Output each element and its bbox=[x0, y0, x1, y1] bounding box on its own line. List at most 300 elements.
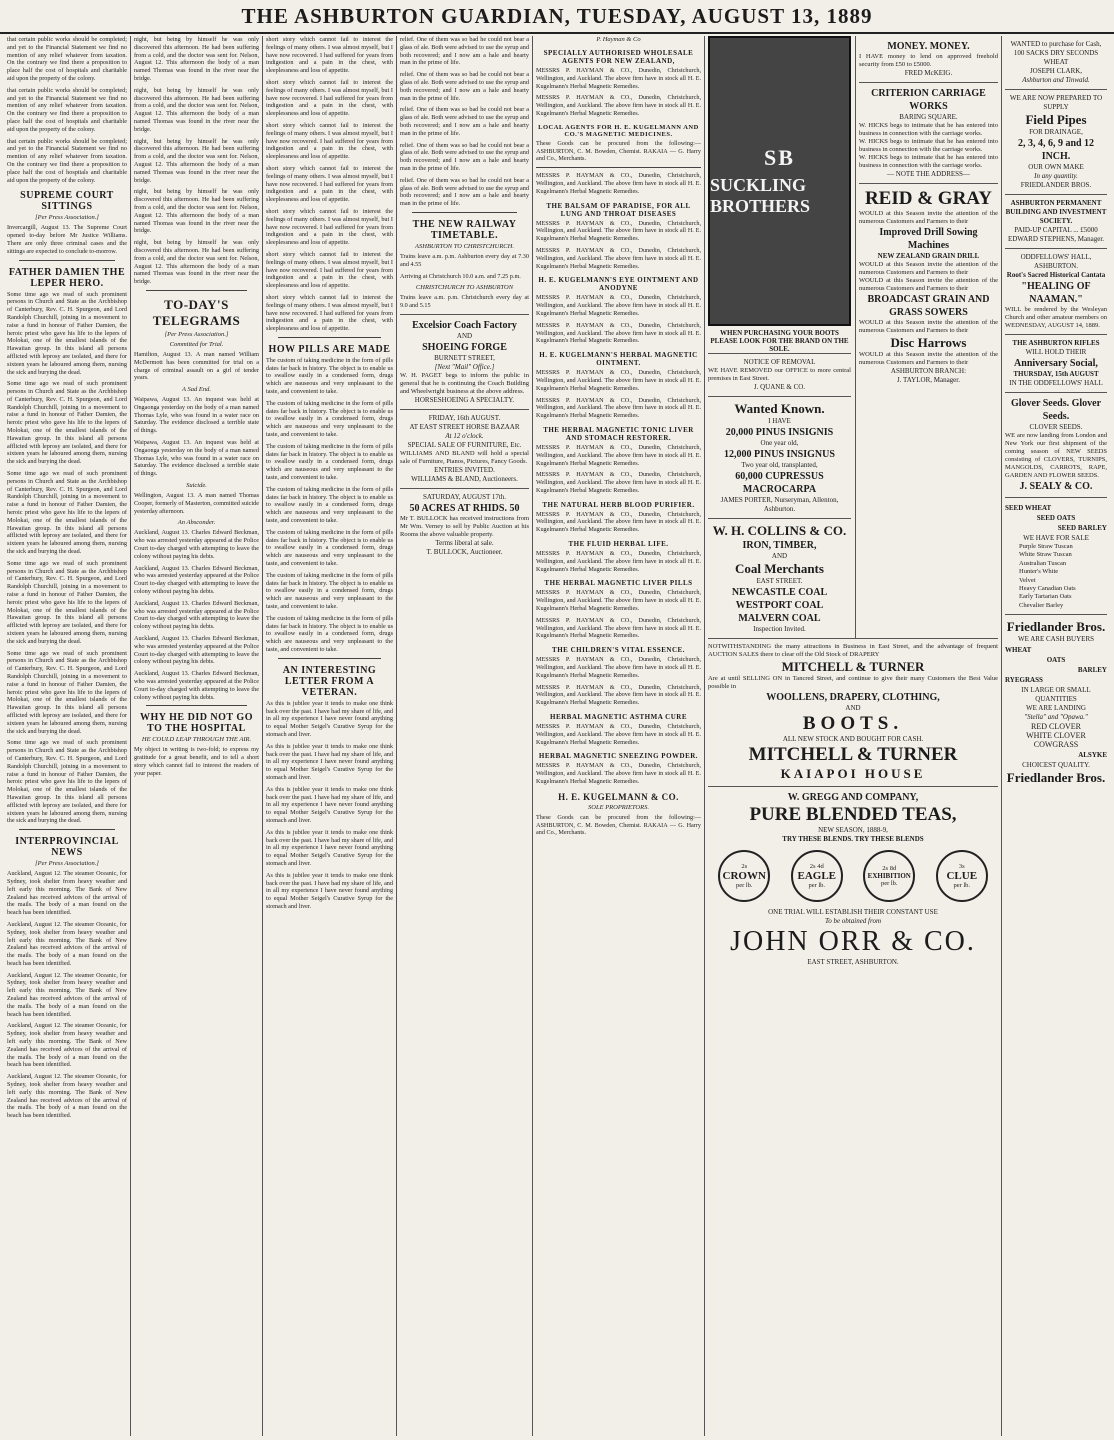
ad-line: Root's Sacred Historical Cantata bbox=[1006, 271, 1106, 279]
ad-title: 50 ACRES AT RHIDS. 50 bbox=[409, 502, 520, 514]
ad-line: ENTRIES INVITED. bbox=[434, 465, 495, 474]
ad-title: MITCHELL & TURNER bbox=[781, 659, 925, 674]
article-text: Waipawa, August 13. An inquest was held at Ongaonga yesterday on the body of a man named Thomas Lyle, who was found in a water race on Saturday. The evidence disclosed a terrible state of things. bbox=[134, 396, 259, 435]
ad-line: KAIAPOI HOUSE bbox=[780, 766, 926, 781]
ad-title: Field Pipes bbox=[1025, 112, 1087, 127]
subhead: Suicide. bbox=[186, 482, 207, 490]
article-text: MESSRS P. HAYMAN & CO., Dunedin, Christchurch, Wellington, and Auckland. The above firm have in stock all H. E. Kugelmann's Herbal Magnetic Remedies. bbox=[536, 510, 701, 534]
ad-title: THE ASHBURTON RIFLES bbox=[1012, 339, 1100, 347]
divider bbox=[146, 290, 247, 291]
ad-line: [Next "Mail" Office.] bbox=[434, 362, 495, 371]
tea-name: CROWN bbox=[722, 870, 766, 882]
boot-caption: WHEN PURCHASING YOUR BOOTS PLEASE LOOK FOR THE BRAND ON THE SOLE. bbox=[710, 329, 849, 353]
article-text: MESSRS P. HAYMAN & CO., Dunedin, Christchurch, Wellington, and Auckland. The above firm have in stock all H. E. Kugelmann's Herbal Magnetic Remedies. bbox=[536, 369, 701, 392]
boot-brand-name: SUCKLING BROTHERS bbox=[710, 175, 811, 216]
ad-line: Inspection Invited. bbox=[753, 625, 806, 633]
divider bbox=[536, 167, 701, 168]
ad-line: FRIEDLANDER BROS. bbox=[1020, 181, 1092, 189]
article-text: As this is jubilee year it tends to make one think back over the past. I have had my share of life, and in all my experience I have never found anything to equal Mother Seigel's Curative Syrup for the stomach and liver. bbox=[266, 699, 393, 738]
subhead: Committed for Trial. bbox=[169, 340, 224, 348]
tea-price: 2s 4d bbox=[809, 863, 824, 870]
ad-line: WANTED to purchase for Cash, bbox=[1010, 40, 1102, 48]
article-text: MESSRS P. HAYMAN & CO., Dunedin, Christchurch, Wellington, and Auckland. The above firm have in stock all H. E. Kugelmann's Herbal Magnetic Remedies. bbox=[536, 172, 701, 195]
boot-advert-image bbox=[708, 36, 851, 326]
masthead: THE ASHBURTON GUARDIAN, TUESDAY, AUGUST 13, 1889 bbox=[0, 0, 1114, 34]
list-item: Australian Tuscan bbox=[1019, 559, 1067, 567]
ad-line: HORSESHOEING A SPECIALTY. bbox=[414, 395, 515, 404]
article-text: relief. One of them was so bad he could not bear a glass of ale. Both were advised to use the syrup and both recovered; and I now am a hale and hearty man in the prime of life. bbox=[400, 176, 529, 208]
tea-badge bbox=[718, 850, 770, 902]
ad-line: P. Hayman & Co bbox=[596, 36, 641, 43]
ad-line: OUR OWN MAKE bbox=[1028, 163, 1084, 171]
ad-line: To be obtained from bbox=[824, 917, 882, 925]
ad-title: CRITERION CARRIAGE WORKS bbox=[871, 88, 986, 112]
article-text: MESSRS P. HAYMAN & CO., Dunedin, Christchurch, Wellington, and Auckland. The above firm have in stock all H. E. Kugelmann's Herbal Magnetic Remedies. bbox=[536, 294, 701, 317]
advertisement bbox=[400, 314, 529, 409]
article-text: that certain public works should be completed; and yet to the Financial Statement we find no mention of any relief whatever from taxation. On the contrary we find there a proposition to place half the cost of hospitals and charitable aid upon the property of the colony. bbox=[7, 86, 127, 133]
ad-text: Are at until SELLING ON in Tancred Street, and continue to give their many Customers the Best Value possible in bbox=[708, 675, 998, 690]
advertisement bbox=[400, 488, 529, 561]
headline: H. E. KUGELMANN'S HERBAL MAGNETIC OINTMENT. bbox=[539, 351, 698, 368]
article-text: Some time ago we read of such prominent persons in Church and State as the Archbishop of Canterbury, Rev. C. H. Spurgeon, and Lord Randolph Churchill, joining in a movement to raise a fund in honour of Father Damien, the heroic priest who gave his life to the lepers of Molokai, one of the smallest islands of the Hawaiian group. In this island all persons afflicted with leprosy are isolated, and there for sixteen years he laboured among them, nursing the sick and burying the dead. bbox=[7, 290, 127, 376]
ad-line: WESTPORT COAL bbox=[735, 600, 824, 611]
article-text: Some time ago we read of such prominent persons in Church and State as the Archbishop of Canterbury, Rev. C. H. Spurgeon, and Lord Randolph Churchill, joining in a movement to raise a fund in honour of Father Damien, the heroic priest who gave his life to the lepers of Molokai, one of the smallest islands of the Hawaiian group. In this island all persons afflicted with leprosy are isolated, and there for sixteen years he laboured among them, nursing the sick and burying the dead. bbox=[7, 380, 127, 466]
column-6 bbox=[708, 36, 851, 638]
ad-line: T. BULLOCK, Auctioneer. bbox=[426, 547, 503, 556]
ad-line: ODDFELLOWS' HALL, bbox=[1020, 253, 1092, 261]
ad-line: Coal Merchants bbox=[735, 561, 824, 576]
article-text: short story which cannot fail to interest the feelings of many others. I was almost myself, but I have now recovered. I had suffered for years from indigestion and a pain in the chest, with sleeplessness and loss of appetite. bbox=[266, 293, 393, 333]
article-text: night, but being by himself he was only discovered this afternoon. He had been suffering from a cold, and the doctor was sent for. Nelson, August 12. This afternoon the body of a man named Thomas was found in the river near the bridge. bbox=[134, 188, 259, 235]
ad-line: CHOICEST QUALITY. bbox=[1022, 761, 1090, 770]
article-text: Auckland, August 12. The steamer Oceanic, for Sydney, took shelter from heavy weather and left early this morning. The Bank of New Zealand has received advices of the arrival of the mails. The body of a man found on the beach has been identified. bbox=[7, 920, 127, 967]
ad-title: Excelsior Coach Factory bbox=[412, 319, 517, 331]
ad-text: WOULD at this Season invite the attention of the numerous Customers and Farmers to their bbox=[858, 319, 998, 334]
ad-line: ASHBURTON. bbox=[1034, 262, 1078, 270]
ad-text: W. HICKS begs to intimate that he has entered into business in connection with the carriage works. bbox=[858, 154, 998, 169]
ad-text: I HAVE money to lend on approved freehold security from £50 to £5000. bbox=[858, 53, 998, 68]
advertisement bbox=[1005, 36, 1107, 89]
ad-line: — NOTE THE ADDRESS— bbox=[887, 170, 970, 178]
ad-text: WOULD at this Season invite the attention of the numerous Customers and Farmers to their bbox=[858, 261, 998, 276]
headline: THE CHILDREN'S VITAL ESSENCE. bbox=[552, 646, 685, 655]
article-text: Auckland, August 12. The steamer Oceanic, for Sydney, took shelter from heavy weather and left early this morning. The Bank of New Zealand has received advices of the arrival of the mails. The body of a man found on the beach has been identified. bbox=[7, 870, 127, 917]
advertisement bbox=[400, 409, 529, 488]
ad-line: RED CLOVER bbox=[1031, 722, 1081, 732]
headline: THE BALSAM OF PARADISE, FOR ALL LUNG AND THROAT DISEASES bbox=[546, 201, 691, 218]
ad-text: Mr T. BULLOCK has received instructions from Mr Wm. Verney to sell by Public Auction at his Rooms the above valuable property. bbox=[400, 514, 529, 538]
ad-line: NEWCASTLE COAL bbox=[731, 587, 828, 598]
ad-line: "Stella" and "Opawa." bbox=[1024, 713, 1088, 722]
ad-line: EAST STREET. bbox=[756, 577, 803, 585]
article-text: The custom of taking medicine in the form of pills dates far back in history. The object is to enable us to swallow easily in a condensed form, drugs which are nauseous and very unpleasant to the taste, and convenient to take. bbox=[266, 528, 393, 568]
headline: THE HERBAL MAGNETIC LIVER PILLS bbox=[544, 579, 693, 588]
ad-line: WHITE CLOVER bbox=[1026, 731, 1086, 741]
divider bbox=[278, 337, 381, 338]
ad-title: MONEY. MONEY. bbox=[887, 41, 970, 52]
ad-line: FRED McKEIG. bbox=[904, 69, 953, 77]
article-text: Auckland, August 12. The steamer Oceanic, for Sydney, took shelter from heavy weather and left early this morning. The Bank of New Zealand has received advices of the arrival of the mails. The body of a man found on the beach has been identified. bbox=[7, 971, 127, 1018]
article-text: MESSRS P. HAYMAN & CO., Dunedin, Christchurch, Wellington, and Auckland. The above firm have in stock all H. E. Kugelmann's Herbal Magnetic Remedies. bbox=[536, 219, 701, 243]
subhead: A Sad End. bbox=[182, 386, 211, 394]
ad-line: WE ARE NOW PREPARED TO SUPPLY bbox=[1009, 94, 1103, 111]
article-text: MESSRS P. HAYMAN & CO., Dunedin, Christchurch, Wellington, and Auckland. The above firm have in stock all H. E. Kugelmann's Herbal Magnetic Remedies. bbox=[536, 246, 701, 270]
article-text: The custom of taking medicine in the form of pills dates far back in history. The object is to enable us to swallow easily in a condensed form, drugs which are nauseous and very unpleasant to the taste, and convenient to take. bbox=[266, 485, 393, 525]
ad-line: 2, 3, 4, 6, 9 and 12 INCH. bbox=[1017, 138, 1095, 162]
tea-name: CLUE bbox=[946, 870, 978, 882]
article-text: night, but being by himself he was only discovered this afternoon. He had been suffering from a cold, and the doctor was sent for. Nelson, August 12. This afternoon the body of a man named Thomas was found in the river near the bridge. bbox=[134, 239, 259, 286]
article-text: MESSRS P. HAYMAN & CO., Dunedin, Christchurch, Wellington, and Auckland. The above firm have in stock all H. E. Kugelmann's Herbal Magnetic Remedies. bbox=[536, 94, 701, 117]
ad-line: COWGRASS bbox=[1033, 740, 1079, 750]
ad-line: WHEAT bbox=[1005, 646, 1032, 655]
advertisement bbox=[708, 786, 998, 971]
ad-line: Two year old, transplanted, bbox=[741, 461, 818, 469]
article-text: The custom of taking medicine in the form of pills dates far back in history. The object is to enable us to swallow easily in a condensed form, drugs which are nauseous and very unpleasant to the taste, and convenient to take. bbox=[266, 614, 393, 653]
ad-text: WOULD at this Season invite the attention of the numerous Customers and Farmers to their bbox=[858, 351, 998, 366]
article-text: MESSRS P. HAYMAN & CO., Dunedin, Christchurch, Wellington, and Auckland. The above firm have in stock all H. E. Kugelmann's Herbal Magnetic Remedies. bbox=[536, 396, 701, 420]
dateline: [Per Press Association.] bbox=[35, 860, 99, 868]
headline: SPECIALLY AUTHORISED WHOLESALE AGENTS FOR NEW ZEALAND, bbox=[543, 49, 694, 65]
ad-line: 20,000 PINUS INSIGNIS bbox=[725, 427, 834, 438]
ad-line: PURE BLENDED TEAS, bbox=[749, 804, 957, 825]
dateline: [Per Press Association.] bbox=[164, 330, 229, 338]
ad-line: ALL NEW STOCK AND BOUGHT FOR CASH. bbox=[782, 735, 924, 743]
ad-line: SEED BARLEY bbox=[1057, 524, 1107, 532]
article-text: The custom of taking medicine in the form of pills dates far back in history. The object is to enable us to swallow easily in a condensed form, drugs which are nauseous and very unpleasant to the taste, and convenient to take. bbox=[266, 442, 393, 482]
ad-title: SHOEING FORGE bbox=[422, 341, 507, 353]
headline: THE NEW RAILWAY TIMETABLE. bbox=[412, 218, 517, 241]
ad-line: One year old, bbox=[760, 439, 799, 447]
subhead: An Absconder. bbox=[177, 519, 216, 527]
seed-list bbox=[1005, 543, 1107, 610]
headline: H. E. KUGELMANN & CO. bbox=[558, 791, 679, 802]
ad-line: AT EAST STREET HORSE BAZAAR bbox=[409, 422, 520, 431]
divider bbox=[278, 658, 381, 659]
list-item: Hunter's White bbox=[1019, 568, 1059, 576]
ad-title: MITCHELL & TURNER bbox=[748, 744, 958, 765]
article-text: Wellington, August 13. A man named Thomas Cooper, formerly of Masterton, committed suicide yesterday afternoon. bbox=[134, 492, 259, 515]
ad-line: EDWARD STEPHENS, Manager. bbox=[1007, 235, 1105, 243]
ad-line: FOR DRAINAGE, bbox=[1029, 128, 1083, 136]
headline: AN INTERESTING LETTER FROM A VETERAN. bbox=[282, 664, 377, 698]
advertisement bbox=[1005, 392, 1107, 497]
headline: HERBAL MAGNETIC ASTHMA CURE bbox=[550, 713, 687, 722]
ad-line: EAST STREET, ASHBURTON. bbox=[807, 958, 899, 966]
article-text: These Goods can be procured from the following:—ASHBURTON, C. M. Bowden, Chemist. RAKAIA — G. Harry and Co., Merchants. bbox=[536, 813, 701, 837]
ad-title: Friedlander Bros. bbox=[1006, 770, 1106, 786]
article-text: short story which cannot fail to interest the feelings of many others. I was almost myself, but I have now recovered. I had suffered for years from indigestion and a pain in the chest, with sleeplessness and loss of appetite. bbox=[266, 250, 393, 290]
ad-text: WOULD at this Season invite the attention of the numerous Customers and Farmers to their bbox=[858, 277, 998, 292]
ad-line: AND bbox=[456, 331, 473, 340]
ad-line: IN LARGE OR SMALL QUANTITIES bbox=[1021, 686, 1091, 704]
ad-line: 60,000 CUPRESSUS MACROCARPA bbox=[735, 471, 824, 495]
timetable-heading: ASHBURTON TO CHRISTCHURCH. bbox=[415, 242, 514, 250]
article-text: night, but being by himself he was only discovered this afternoon. He had been suffering from a cold, and the doctor was sent for. Nelson, August 12. This afternoon the body of a man named Thomas was found in the river near the bridge. bbox=[134, 137, 259, 184]
timetable-row: Trains leave a.m. p.m. Ashburton every day at 7.30 and 4.55 bbox=[400, 252, 529, 268]
ad-line: JOSEPH CLARK, bbox=[1029, 67, 1083, 75]
article-text: MESSRS P. HAYMAN & CO., Dunedin, Christchurch, Wellington, and Auckland. The above firm have in stock all H. E. Kugelmann's Herbal Magnetic Remedies. bbox=[536, 656, 701, 679]
ad-line: ASHBURTON BRANCH: bbox=[890, 367, 967, 375]
tea-unit: per lb. bbox=[808, 882, 826, 889]
article-text: short story which cannot fail to interest the feelings of many others. I was almost myself, but I have now recovered. I had suffered for years from indigestion and a pain in the chest, with sleeplessness and loss of appetite. bbox=[266, 164, 393, 204]
article-text: MESSRS P. HAYMAN & CO., Dunedin, Christchurch, Wellington, and Auckland. The above firm have in stock all H. E. Kugelmann's Herbal Magnetic Remedies. bbox=[536, 589, 701, 613]
ad-title: Friedlander Bros. bbox=[1006, 619, 1106, 635]
tea-unit: per lb. bbox=[735, 882, 753, 889]
ad-line: BROADCAST GRAIN AND GRASS SOWERS bbox=[867, 294, 990, 318]
tea-name: EXHIBITION bbox=[867, 872, 911, 880]
ad-line: SEED OATS bbox=[1036, 514, 1076, 522]
divider bbox=[146, 705, 247, 706]
ad-line: WE ARE CASH BUYERS bbox=[1017, 635, 1095, 644]
article-text: short story which cannot fail to interest the feelings of many others. I was almost myself, but I have now recovered. I had suffered for years from indigestion and a pain in the chest, with sleeplessness and loss of appetite. bbox=[266, 207, 393, 247]
article-text: As this is jubilee year it tends to make one think back over the past. I have had my share of life, and in all my experience I have never found anything to equal Mother Seigel's Curative Syrup for the stomach and liver. bbox=[266, 785, 393, 824]
column-6-7 bbox=[705, 36, 1001, 1436]
ad-line: Disc Harrows bbox=[890, 335, 967, 350]
article-text: night, but being by himself he was only discovered this afternoon. He had been suffering from a cold, and the doctor was sent for. Nelson, August 12. This afternoon the body of a man named Thomas was found in the river near the bridge. bbox=[134, 36, 259, 82]
ad-line: 12,000 PINUS INSIGNUS bbox=[724, 449, 835, 460]
ad-line: WE ARE LANDING bbox=[1026, 704, 1086, 713]
ad-line: NEW SEASON, 1888-9, bbox=[818, 826, 888, 834]
divider bbox=[412, 212, 517, 213]
article-text: Auckland, August 13. Charles Edward Beckman, who was arrested yesterday appeared at the Police Court to-day charged with attempting to leave the colony without paying his debts. bbox=[134, 564, 259, 596]
advertisement bbox=[708, 396, 851, 518]
ad-line: AND bbox=[771, 552, 788, 560]
ad-line: CLOVER SEEDS. bbox=[1029, 423, 1083, 431]
column-1 bbox=[4, 36, 131, 1436]
headline: THE NATURAL HERB BLOOD PURIFIER. bbox=[542, 500, 695, 509]
ad-line: OATS bbox=[1046, 656, 1066, 665]
list-item: Chevalier Barley bbox=[1019, 601, 1064, 609]
advertisement bbox=[708, 353, 851, 396]
ad-line: IRON, TIMBER, bbox=[742, 540, 817, 551]
subhead: HE COULD LEAP THROUGH THE AIR. bbox=[141, 736, 252, 744]
headline: THE FLUID HERBAL LIFE. bbox=[568, 540, 669, 549]
ad-line: MALVERN COAL bbox=[738, 613, 821, 624]
ad-line: BURNETT STREET, bbox=[434, 353, 495, 362]
divider bbox=[19, 829, 115, 830]
article-text: MESSRS P. HAYMAN & CO., Dunedin, Christchurch, Wellington, and Auckland. The above firm have in stock all H. E. Kugelmann's Herbal Magnetic Remedies. bbox=[536, 321, 701, 345]
article-text: Some time ago we read of such prominent persons in Church and State as the Archbishop of Canterbury, Rev. C. H. Spurgeon, and Lord Randolph Churchill, joining in a movement to raise a fund in honour of Father Damien, the heroic priest who gave his life to the lepers of Molokai, one of the smallest islands of the Hawaiian group. In this island all persons afflicted with leprosy are isolated, and there for sixteen years he laboured among them, nursing the sick and burying the dead. bbox=[7, 559, 127, 645]
ad-line: In any quantity. bbox=[1034, 172, 1078, 180]
headline: INTERPROVINCIAL NEWS bbox=[15, 836, 119, 859]
ad-line: IN THE ODDFELLOWS' HALL bbox=[1009, 379, 1103, 387]
ad-line: J. QUANE & CO. bbox=[753, 383, 806, 391]
ad-line: NOTICE OF REMOVAL bbox=[743, 358, 816, 366]
column-7 bbox=[855, 36, 998, 638]
ad-text: NOTWITHSTANDING the many attractions in Business in East Street, and the advantage of frequent AUCTION SALES there to clear off the Old Stock of DRAPERY bbox=[708, 643, 998, 658]
article-text: Auckland, August 13. Charles Edward Beckman, who was arrested yesterday appeared at the Police Court to-day charged with attempting to leave the colony without paying his debts. bbox=[134, 670, 259, 701]
list-item: Heavy Canadian Oats bbox=[1019, 585, 1076, 593]
article-text: MESSRS P. HAYMAN & CO., Dunedin, Christchurch, Wellington, and Auckland. The above firm have in stock all H. E. Kugelmann's Herbal Magnetic Remedies. bbox=[536, 471, 701, 494]
ad-text: W. HICKS begs to intimate that he has entered into business in connection with the carriage works. bbox=[858, 138, 998, 153]
ad-line: At 12 o'clock. bbox=[445, 431, 484, 440]
article-text: Invercargill, August 13. The Supreme Court opened to-day before Mr Justice Williams. There are only three criminal cases and the sittings are expected to conclude to-morrow. bbox=[7, 224, 127, 255]
ad-line: WE HAVE FOR SALE bbox=[1023, 534, 1089, 542]
timetable-row: Arriving at Christchurch 10.0 a.m. and 7.25 p.m. bbox=[400, 272, 521, 280]
ad-line: AND bbox=[845, 704, 861, 712]
ad-title: REID & GRAY bbox=[864, 188, 992, 209]
article-text: relief. One of them was so bad he could not bear a glass of ale. Both were advised to use the syrup and both recovered; and I now am a hale and hearty man in the prime of life. bbox=[400, 71, 529, 102]
ad-text: WOULD at this Season invite the attention of the numerous Customers and Farmers to their bbox=[858, 210, 998, 225]
article-text: that certain public works should be completed; and yet to the Financial Statement we find no mention of any relief whatever from taxation. On the contrary we find there a proposition to place half the cost of hospitals and charitable aid upon the property of the colony. bbox=[7, 36, 127, 82]
ad-line: FRIDAY, 16th AUGUST. bbox=[428, 413, 501, 422]
ad-line: TRY THESE BLENDS. TRY THESE BLENDS bbox=[782, 835, 924, 843]
ad-text: WE are now landing from London and New York our first shipment of the coming season of NEW SEEDS consisting of CLOVERS, TURNIPS, MANGOLDS, CARROTS, RAPE, GARDEN AND FLOWER SEEDS. bbox=[1005, 432, 1107, 479]
ad-line: WOOLLENS, DRAPERY, CLOTHING, bbox=[766, 692, 940, 703]
headline: HERBAL MAGNETIC SNEEZING POWDER. bbox=[538, 752, 699, 761]
ad-line: Anniversary Social, bbox=[1014, 358, 1098, 369]
article-text: MESSRS P. HAYMAN & CO., Dunedin, Christchurch, Wellington, and Auckland. The above firm have in stock all H. E. Kugelmann's Herbal Magnetic Remedies. bbox=[536, 616, 701, 640]
ad-title: Wanted Known. bbox=[734, 401, 825, 416]
ad-line: J. SEALY & CO. bbox=[1019, 481, 1093, 492]
headline: HOW PILLS ARE MADE bbox=[268, 343, 391, 355]
tea-badge bbox=[791, 850, 843, 902]
article-text: The custom of taking medicine in the form of pills dates far back in history. The object is to enable us to swallow easily in a condensed form, drugs which are nauseous and very unpleasant to the taste, and convenient to take. bbox=[266, 571, 393, 610]
ad-line: THURSDAY, 15th AUGUST bbox=[1013, 370, 1099, 378]
tea-price: 3s bbox=[958, 863, 965, 870]
column-5 bbox=[533, 36, 705, 1436]
advertisement bbox=[708, 638, 998, 786]
ad-line: SEED WHEAT bbox=[1005, 504, 1052, 512]
advertisement bbox=[1005, 614, 1107, 790]
ad-title: JOHN ORR & CO. bbox=[730, 926, 976, 957]
article-text: MESSRS P. HAYMAN & CO., Dunedin, Christchurch, Wellington, and Auckland. The above firm have in stock all H. E. Kugelmann's Herbal Magnetic Remedies. bbox=[536, 67, 701, 90]
article-text: relief. One of them was so bad he could not bear a glass of ale. Both were advised to use the syrup and both recovered; and I now am a hale and hearty man in the prime of life. bbox=[400, 141, 529, 172]
column-3 bbox=[263, 36, 397, 1436]
ad-line: ONE TRIAL WILL ESTABLISH THEIR CONSTANT USE bbox=[768, 908, 938, 916]
ad-line: BARING SQUARE. bbox=[899, 113, 958, 121]
newspaper-page bbox=[4, 36, 1110, 1436]
ad-line: SPECIAL SALE OF FURNITURE, Etc. bbox=[407, 440, 522, 449]
ad-text: WE HAVE REMOVED our OFFICE to more central premises in East Street. bbox=[708, 367, 851, 382]
article-text: short story which cannot fail to interest the feelings of many others. I was almost myself, but I have now recovered. I had suffered for years from indigestion and a pain in the chest, with sleeplessness and loss of appetite. bbox=[266, 36, 393, 75]
ad-title: W. GREGG AND COMPANY, bbox=[787, 792, 919, 803]
ad-text: WILL be rendered by the Wesleyan Church and other amateur members on WEDNESDAY, AUGUST 14, 1889. bbox=[1005, 306, 1107, 329]
column-4 bbox=[397, 36, 533, 1436]
headline: THE HERBAL MAGNETIC TONIC LIVER AND STOMACH RESTORER. bbox=[543, 425, 694, 442]
column-8 bbox=[1001, 36, 1110, 1436]
article-text: MESSRS P. HAYMAN & CO., Dunedin, Christchurch, Wellington, and Auckland. The above firm have in stock all H. E. Kugelmann's Herbal Magnetic Remedies. bbox=[536, 683, 701, 707]
ad-line: Terms liberal at sale. bbox=[435, 538, 494, 547]
article-text: As this is jubilee year it tends to make one think back over the past. I have had my share of life, and in all my experience I have never found anything to equal Mother Seigel's Curative Syrup for the stomach and liver. bbox=[266, 828, 393, 867]
article-text: Auckland, August 13. Charles Edward Beckman, who was arrested yesterday appeared at the Police Court to-day charged with attempting to leave the colony without paying his debts. bbox=[134, 635, 259, 666]
dateline: [Per Press Association.] bbox=[35, 214, 99, 222]
article-text: Hamilton, August 13. A man named William McDermott has been committed for trial on a charge of criminal assault on a girl of tender years. bbox=[134, 350, 259, 382]
column-2 bbox=[131, 36, 263, 1436]
article-text: These Goods can be procured from the following:—ASHBURTON, C. M. Bowden, Chemist. RAKAIA — G. Harry and Co., Merchants. bbox=[536, 139, 701, 163]
tea-price-badges bbox=[708, 850, 998, 902]
ad-line: I HAVE bbox=[768, 417, 791, 425]
ad-text: WILLIAMS AND BLAND will hold a special sale of Furniture, Pianos, Pictures, Fancy Goods. bbox=[400, 449, 529, 465]
tea-badge bbox=[936, 850, 988, 902]
ad-title: ASHBURTON PERMANENT BUILDING AND INVESTMENT SOCIETY. bbox=[1005, 199, 1107, 225]
article-text: Some time ago we read of such prominent persons in Church and State as the Archbishop of Canterbury, Rev. C. H. Spurgeon, and Lord Randolph Churchill, joining in a movement to raise a fund in honour of Father Damien, the heroic priest who gave his life to the lepers of Molokai, one of the smallest islands of the Hawaiian group. In this island all persons afflicted with leprosy are isolated, and there for sixteen years he laboured among them, nursing the sick and burying the dead. bbox=[7, 470, 127, 556]
boot-brand-logo: SB bbox=[764, 145, 795, 170]
ad-title: Glover Seeds. Glover Seeds. bbox=[1010, 398, 1102, 422]
ad-line: BOOTS. bbox=[802, 713, 904, 734]
timetable-heading: CHRISTCHURCH TO ASHBURTON bbox=[415, 284, 514, 292]
article-text: Auckland, August 13. Charles Edward Beckman, who was arrested yesterday appeared at the Police Court to-day charged with attempting to leave the colony without paying his debts. bbox=[134, 529, 259, 560]
ad-line: SATURDAY, AUGUST 17th. bbox=[422, 492, 507, 501]
ad-line: 100 SACKS DRY SECONDS WHEAT bbox=[1013, 49, 1099, 66]
headline: LOCAL AGENTS FOR H. E. KUGELMANN AND CO.'S MAGNETIC MEDICINES. bbox=[538, 123, 699, 138]
headline: WHY HE DID NOT GO TO THE HOSPITAL bbox=[140, 712, 253, 735]
ad-line: J. TAYLOR, Manager. bbox=[896, 376, 960, 384]
advertisement bbox=[859, 82, 998, 183]
ad-title: W. H. COLLINS & CO. bbox=[712, 523, 847, 538]
advertisement bbox=[859, 36, 998, 82]
ad-text: W. H. PAGET begs to inform the public in general that he is continuing the Coach Building and Wheelwright business at the above address. bbox=[400, 371, 529, 395]
list-item: Purple Straw Tuscan bbox=[1019, 543, 1073, 550]
advertisement bbox=[1005, 89, 1107, 194]
ad-line: BARLEY bbox=[1077, 666, 1107, 675]
headline: H. E. KUGELMANN'S EYE OINTMENT AND ANODYNE bbox=[538, 276, 699, 293]
article-text: relief. One of them was so bad he could not bear a glass of ale. Both were advised to use the syrup and both recovered; and I now am a hale and hearty man in the prime of life. bbox=[400, 106, 529, 137]
headline: SUPREME COURT SITTINGS bbox=[20, 190, 114, 213]
ad-line: ALSYKE bbox=[1078, 751, 1107, 760]
ad-line: Improved Drill Sowing Machines bbox=[879, 227, 978, 251]
article-text: relief. One of them was so bad he could not bear a glass of ale. Both were advised to use the syrup and both recovered; and I now am a hale and hearty man in the prime of life. bbox=[400, 36, 529, 67]
list-item: Velvet bbox=[1019, 576, 1036, 584]
headline: TO-DAY'S TELEGRAMS bbox=[152, 296, 241, 328]
ad-line: PAID-UP CAPITAL ... £5000 bbox=[1014, 226, 1098, 234]
list-item: White Straw Tuscan bbox=[1019, 551, 1072, 559]
article-text: The custom of taking medicine in the form of pills dates far back in history. The object is to enable us to swallow easily in a condensed form, drugs which are nauseous and very unpleasant to the taste, and convenient to take. bbox=[266, 356, 393, 396]
article-text: Some time ago we read of such prominent persons in Church and State as the Archbishop of Canterbury, Rev. C. H. Spurgeon, and Lord Randolph Churchill, joining in a movement to raise a fund in honour of Father Damien, the heroic priest who gave his life to the lepers of Molokai, one of the smallest islands of the Hawaiian group. In this island all persons afflicted with leprosy are isolated, and there for sixteen years he laboured among them, nursing the sick and burying the dead. bbox=[7, 739, 127, 825]
ad-line: WILL HOLD THEIR bbox=[1025, 348, 1087, 356]
tea-price: 2s 8d bbox=[882, 865, 897, 872]
ad-text: W. HICKS begs to intimate that he has entered into business in connection with the carriage works. bbox=[858, 122, 998, 137]
ad-title: "HEALING OF NAAMAN." bbox=[1021, 281, 1091, 305]
advertisement bbox=[859, 183, 998, 389]
tea-name: EAGLE bbox=[797, 870, 836, 882]
headline: FATHER DAMIEN THE LEPER HERO. bbox=[8, 266, 126, 289]
tea-unit: per lb. bbox=[953, 882, 971, 889]
article-text: that certain public works should be completed; and yet to the Financial Statement we find no mention of any relief whatever from taxation. On the contrary we find there a proposition to place half the cost of hospitals and charitable aid upon the property of the colony. bbox=[7, 137, 127, 184]
tea-unit: per lb. bbox=[880, 880, 898, 887]
advertisement bbox=[1005, 334, 1107, 392]
article-text: Auckland, August 12. The steamer Oceanic, for Sydney, took shelter from heavy weather and left early this morning. The Bank of New Zealand has received advices of the arrival of the mails. The body of a man found on the beach has been identified. bbox=[7, 1022, 127, 1069]
advertisement bbox=[1005, 248, 1107, 334]
advertisement bbox=[708, 518, 851, 638]
article-text: MESSRS P. HAYMAN & CO., Dunedin, Christchurch, Wellington, and Auckland. The above firm have in stock all H. E. Kugelmann's Herbal Magnetic Remedies. bbox=[536, 723, 701, 746]
ad-line: NEW ZEALAND GRAIN DRILL bbox=[877, 252, 980, 260]
ad-line: RYEGRASS bbox=[1005, 676, 1043, 685]
article-text: night, but being by himself he was only discovered this afternoon. He had been suffering from a cold, and the doctor was sent for. Nelson, August 12. This afternoon the body of a man named Thomas was found in the river near the bridge. bbox=[134, 86, 259, 133]
advertisement bbox=[1005, 497, 1107, 614]
ad-line: WILLIAMS & BLAND, Auctioneers. bbox=[411, 474, 518, 483]
tea-price: 2s bbox=[741, 863, 748, 870]
article-text: Waipawa, August 13. An inquest was held at Ongaonga yesterday on the body of a man named Thomas Lyle, who was found in a water race on Saturday. The evidence disclosed a terrible state of things. bbox=[134, 439, 259, 478]
article-text: Auckland, August 12. The steamer Oceanic, for Sydney, took shelter from heavy weather and left early this morning. The Bank of New Zealand has received advices of the arrival of the mails. The body of a man found on the beach has been identified. bbox=[7, 1073, 127, 1120]
ad-line: Ashburton and Tinwald. bbox=[1022, 76, 1090, 84]
divider bbox=[19, 260, 115, 261]
article-text: The custom of taking medicine in the form of pills dates far back in history. The object is to enable us to swallow easily in a condensed form, drugs which are nauseous and very unpleasant to the taste, and convenient to take. bbox=[266, 399, 393, 439]
timetable-row: Trains leave a.m. p.m. Christchurch every day at 9.0 and 5.15 bbox=[400, 294, 529, 310]
ad-line: SOLE PROPRIETORS. bbox=[588, 803, 649, 811]
article-text: Auckland, August 13. Charles Edward Beckman, who was arrested yesterday appeared at the Police Court to-day charged with attempting to leave the colony without paying his debts. bbox=[134, 599, 259, 631]
ad-line: JAMES PORTER, Nurseryman, Allenton, Ashburton. bbox=[720, 496, 839, 513]
article-text: MESSRS P. HAYMAN & CO., Dunedin, Christchurch, Wellington, and Auckland. The above firm have in stock all H. E. Kugelmann's Herbal Magnetic Remedies. bbox=[536, 550, 701, 573]
article-text: MESSRS P. HAYMAN & CO., Dunedin, Christchurch, Wellington, and Auckland. The above firm have in stock all H. E. Kugelmann's Herbal Magnetic Remedies. bbox=[536, 762, 701, 786]
tea-badge bbox=[863, 850, 915, 902]
article-text: short story which cannot fail to interest the feelings of many others. I was almost myself, but I have now recovered. I had suffered for years from indigestion and a pain in the chest, with sleeplessness and loss of appetite. bbox=[266, 121, 393, 161]
advertisement bbox=[1005, 194, 1107, 248]
article-text: short story which cannot fail to interest the feelings of many others. I was almost myself, but I have now recovered. I had suffered for years from indigestion and a pain in the chest, with sleeplessness and loss of appetite. bbox=[266, 78, 393, 118]
article-text: MESSRS P. HAYMAN & CO., Dunedin, Christchurch, Wellington, and Auckland. The above firm have in stock all H. E. Kugelmann's Herbal Magnetic Remedies. bbox=[536, 443, 701, 467]
article-text: My object in writing is two-fold; to express my gratitude for a great benefit, and to tell a short story which cannot fail to interest the readers of your paper. bbox=[134, 746, 259, 777]
list-item: Early Tartarian Oats bbox=[1019, 593, 1072, 601]
